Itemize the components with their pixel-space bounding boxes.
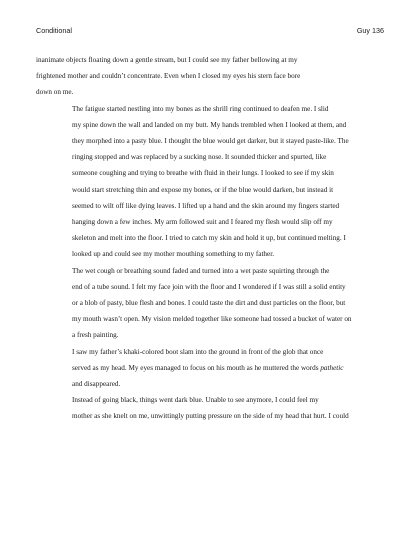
header-page-number: Guy 136 (356, 26, 384, 35)
text-line: or a blob of pasty, blue flesh and bones. I could taste the dirt and dust particles on the floor, but (72, 299, 346, 308)
text-line: served as my head. My eyes managed to focus on his mouth as he muttered the words (72, 363, 321, 372)
text-line: and disappeared. (72, 380, 121, 389)
paragraph-1 (36, 52, 384, 101)
text-line: seemed to wilt off like dying leaves. I lifted up a hand and the skin around my fingers started (72, 201, 340, 210)
paragraph-5 (36, 392, 384, 424)
text-line: hanging down a few inches. My arm followed suit and I feared my flesh would slip off my (72, 218, 333, 227)
italic-word: pathetic (320, 363, 344, 372)
text-line: my spine down the wall and landed on my butt. My hands trembled when I looked at them, and (72, 120, 347, 129)
text-line: ringing stopped and was replaced by a sucking nose. It sounded thicker and spurted, like (72, 153, 327, 162)
body-text (36, 52, 384, 425)
text-line: The wet cough or breathing sound faded and turned into a wet paste squirting through the (72, 266, 330, 275)
text-line: end of a tube sound. I felt my face join with the floor and I wondered if I was still a solid entity (72, 282, 346, 291)
text-line: frightened mother and couldn’t concentrate. Even when I closed my eyes his stern face bore (36, 72, 301, 81)
paragraph-4 (36, 344, 384, 393)
running-header (36, 26, 384, 35)
text-line: down on me. (36, 88, 74, 97)
text-line: someone coughing and trying to breathe with fluid in their lungs. I looked to see if my skin (72, 169, 334, 178)
text-line: they morphed into a pasty blue. I thought the blue would get darker, but it stayed paste-like. The (72, 137, 349, 146)
text-line: looked up and could see my mother mouthing something to my father. (72, 250, 275, 259)
paragraph-2 (36, 101, 384, 263)
text-line: a fresh painting. (72, 331, 119, 340)
text-line: I saw my father’s khaki-colored boot slam into the ground in front of the glob that once (72, 347, 324, 356)
text-line-with-italic (36, 360, 384, 376)
header-title: Conditional (36, 26, 72, 35)
text-line: The fatigue started nestling into my bones as the shrill ring continued to deafen me. I slid (72, 104, 329, 113)
text-line: my mouth wasn’t open. My vision melded together like someone had tossed a bucket of water on (72, 315, 352, 324)
text-line: Instead of going black, things went dark blue. Unable to see anymore, I could feel my (72, 396, 319, 405)
text-line: would start stretching thin and expose my bones, or if the blue would darken, but instead it (72, 185, 334, 194)
paragraph-3 (36, 263, 384, 344)
text-line: mother as she knelt on me, unwittingly putting pressure on the side of my head that hurt. I could (72, 412, 349, 421)
text-line: skeleton and melt into the floor. I tried to catch my skin and hold it up, but continued melting. I (72, 234, 346, 243)
text-line: inanimate objects floating down a gentle stream, but I could see my father bellowing at my (36, 56, 298, 64)
